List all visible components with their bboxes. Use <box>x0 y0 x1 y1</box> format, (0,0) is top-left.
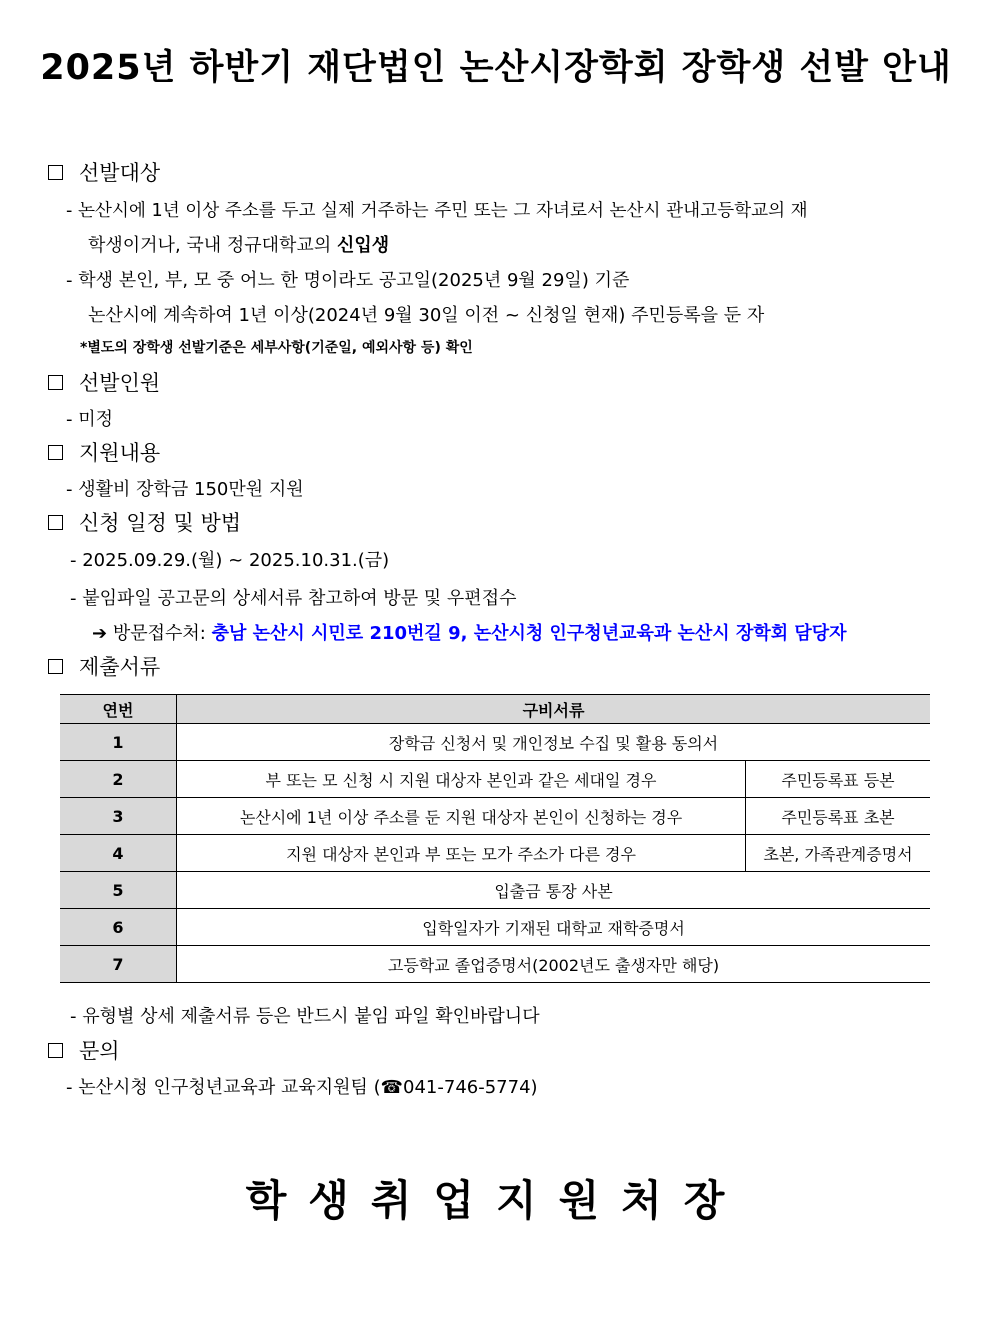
section-count-heading <box>48 367 160 397</box>
row-number: 2 <box>60 761 177 798</box>
table-row <box>60 798 930 835</box>
row-document: 논산시에 1년 이상 주소를 둔 지원 대상자 본인이 신청하는 경우 <box>177 798 746 835</box>
table-row <box>60 872 930 909</box>
table-header-row <box>60 695 930 724</box>
section-heading-text: 지원내용 <box>79 441 161 465</box>
schedule-line-1: - 2025.09.29.(월) ~ 2025.10.31.(금) <box>70 550 390 571</box>
column-header-doc: 구비서류 <box>177 695 931 724</box>
checkbox-square-icon <box>48 445 63 460</box>
table-row <box>60 761 930 798</box>
row-document-extra: 주민등록표 등본 <box>746 761 931 798</box>
target-note: *별도의 장학생 선발기준은 세부사항(기준일, 예외사항 등) 확인 <box>80 340 473 356</box>
row-number: 5 <box>60 872 177 909</box>
target-line-2-bold: 신입생 <box>336 235 390 256</box>
checkbox-square-icon <box>48 515 63 530</box>
checkbox-square-icon <box>48 375 63 390</box>
table-row <box>60 835 930 872</box>
row-document-extra: 주민등록표 초본 <box>746 798 931 835</box>
row-document: 지원 대상자 본인과 부 또는 모가 주소가 다른 경우 <box>177 835 746 872</box>
checkbox-square-icon <box>48 1043 63 1058</box>
row-document: 부 또는 모 신청 시 지원 대상자 본인과 같은 세대일 경우 <box>177 761 746 798</box>
row-number: 7 <box>60 946 177 983</box>
section-heading-text: 선발대상 <box>79 161 161 185</box>
row-document-extra: 초본, 가족관계증명서 <box>746 835 931 872</box>
target-line-2-text: 학생이거나, 국내 정규대학교의 <box>88 235 337 256</box>
section-documents-heading <box>48 651 160 681</box>
documents-table <box>60 694 930 983</box>
section-support-heading <box>48 437 160 467</box>
target-line-1: - 논산시에 1년 이상 주소를 두고 실제 거주하는 주민 또는 그 자녀로서 논산시 관내고등학교의 재 <box>66 201 808 221</box>
count-line-1: - 미정 <box>66 409 113 430</box>
section-heading-text: 선발인원 <box>79 371 161 395</box>
issuer-signature: 학생취업지원처장 <box>245 1176 747 1225</box>
row-number: 3 <box>60 798 177 835</box>
target-line-2 <box>88 231 389 257</box>
section-contact-heading <box>48 1035 120 1065</box>
target-line-4: 논산시에 계속하여 1년 이상(2024년 9월 30일 이전 ~ 신청일 현재) 주민등록을 둔 자 <box>88 305 765 326</box>
row-number: 1 <box>60 724 177 761</box>
row-number: 4 <box>60 835 177 872</box>
table-row <box>60 909 930 946</box>
row-document: 입출금 통장 사본 <box>177 872 931 909</box>
contact-line-1: - 논산시청 인구청년교육과 교육지원팀 (☎041-746-5774) <box>66 1077 538 1098</box>
row-document: 고등학교 졸업증명서(2002년도 출생자만 해당) <box>177 946 931 983</box>
checkbox-square-icon <box>48 659 63 674</box>
schedule-visit-line <box>92 619 847 645</box>
table-row <box>60 946 930 983</box>
arrow-right-icon: ➔ <box>92 623 108 644</box>
table-row <box>60 724 930 761</box>
row-document: 장학금 신청서 및 개인정보 수집 및 활용 동의서 <box>177 724 931 761</box>
page-title: 2025년 하반기 재단법인 논산시장학회 장학생 선발 안내 <box>40 48 952 88</box>
row-document: 입학일자가 기재된 대학교 재학증명서 <box>177 909 931 946</box>
documents-after-note: - 유형별 상세 제출서류 등은 반드시 붙임 파일 확인바랍니다 <box>70 1006 540 1027</box>
section-target-heading <box>48 157 160 187</box>
checkbox-square-icon <box>48 165 63 180</box>
section-heading-text: 문의 <box>79 1039 120 1063</box>
section-heading-text: 신청 일정 및 방법 <box>79 511 242 535</box>
visit-label: 방문접수처: <box>112 623 212 644</box>
target-line-3: - 학생 본인, 부, 모 중 어느 한 명이라도 공고일(2025년 9월 29일) 기준 <box>66 270 630 291</box>
row-number: 6 <box>60 909 177 946</box>
support-line-1: - 생활비 장학금 150만원 지원 <box>66 479 304 500</box>
column-header-no: 연번 <box>60 695 177 724</box>
schedule-line-2: - 붙임파일 공고문의 상세서류 참고하여 방문 및 우편접수 <box>70 588 517 609</box>
visit-place: 충남 논산시 시민로 210번길 9, 논산시청 인구청년교육과 논산시 장학회 담당자 <box>211 623 847 644</box>
section-heading-text: 제출서류 <box>79 655 161 679</box>
section-schedule-heading <box>48 507 241 537</box>
